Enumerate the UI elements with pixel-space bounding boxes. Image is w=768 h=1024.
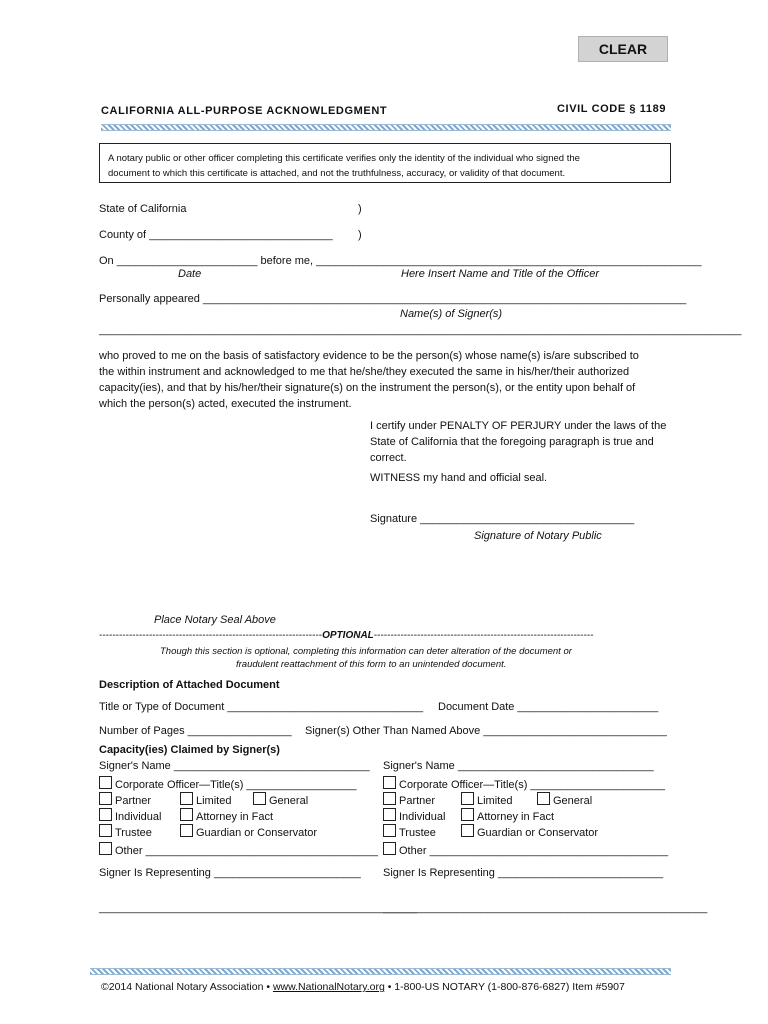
guardian-right-label: Guardian or Conservator bbox=[477, 827, 599, 839]
corporate-officer-left bbox=[99, 776, 357, 791]
partner-right-checkbox[interactable] bbox=[383, 792, 396, 805]
county-paren: ) bbox=[358, 229, 362, 241]
perjury-line-2: State of California that the foregoing paragraph is true and bbox=[370, 436, 654, 448]
individual-right-label: Individual bbox=[399, 811, 446, 823]
limited-left-label: Limited bbox=[196, 795, 232, 807]
bottom-right-line[interactable]: _____________________________________________________ bbox=[383, 902, 708, 914]
individual-right-row bbox=[383, 808, 445, 823]
trustee-right-checkbox[interactable] bbox=[383, 824, 396, 837]
guardian-left-label: Guardian or Conservator bbox=[196, 827, 318, 839]
proof-line-3: capacity(ies), and that by his/her/their signature(s) on the instrument the person(s), or the entity upon behalf of bbox=[99, 382, 636, 394]
limited-right-label: Limited bbox=[477, 795, 513, 807]
county-field[interactable]: County of ______________________________ bbox=[99, 229, 333, 241]
corporate-officer-right-checkbox[interactable] bbox=[383, 776, 396, 789]
trustee-right-label: Trustee bbox=[399, 827, 436, 839]
representing-left-field[interactable]: Signer Is Representing ________________________ bbox=[99, 867, 361, 879]
partner-right-label: Partner bbox=[399, 795, 436, 807]
other-left-checkbox[interactable] bbox=[99, 842, 112, 855]
guardian-left-row bbox=[180, 824, 317, 839]
document-date-field[interactable]: Document Date _______________________ bbox=[438, 701, 659, 713]
other-signers-field[interactable]: Signer(s) Other Than Named Above ______________________________ bbox=[305, 725, 667, 737]
date-officer-field[interactable]: On _______________________ before me, _______________________________________________________________ bbox=[99, 255, 702, 267]
attorney-left-checkbox[interactable] bbox=[180, 808, 193, 821]
other-right-row bbox=[383, 842, 668, 857]
individual-right-checkbox[interactable] bbox=[383, 808, 396, 821]
proof-line-4: which the person(s) acted, executed the instrument. bbox=[99, 398, 352, 410]
guardian-left-checkbox[interactable] bbox=[180, 824, 193, 837]
trustee-left-row bbox=[99, 824, 152, 839]
page-count-field[interactable]: Number of Pages _________________ bbox=[99, 725, 292, 737]
signer-name-line-2[interactable]: _________________________________________________________________________________________________________ bbox=[99, 324, 742, 336]
partner-left-row bbox=[99, 792, 151, 807]
other-right-label[interactable]: Other _______________________________________ bbox=[399, 845, 669, 857]
other-left-label[interactable]: Other ______________________________________ bbox=[115, 845, 379, 857]
individual-left-label: Individual bbox=[115, 811, 162, 823]
general-left-label: General bbox=[269, 795, 309, 807]
trustee-left-label: Trustee bbox=[115, 827, 152, 839]
signer-name-field[interactable]: Personally appeared _______________________________________________________________________________ bbox=[99, 293, 687, 305]
date-caption: Date bbox=[178, 268, 202, 280]
footer bbox=[101, 981, 625, 993]
decorative-rope-top bbox=[101, 124, 671, 131]
other-left-row bbox=[99, 842, 378, 857]
footer-website-link[interactable]: www.NationalNotary.org bbox=[272, 981, 385, 993]
bottom-left-line[interactable]: ____________________________________________________ bbox=[99, 902, 418, 914]
general-left-row bbox=[253, 792, 308, 807]
civil-code: CIVIL CODE § 1189 bbox=[557, 103, 667, 115]
proof-line-2: the within instrument and acknowledged to me that he/she/they executed the same in his/her/their authorized bbox=[99, 366, 630, 378]
general-left-checkbox[interactable] bbox=[253, 792, 266, 805]
officer-caption: Here Insert Name and Title of the Officer bbox=[401, 268, 599, 280]
state-label: State of California bbox=[99, 203, 187, 215]
guardian-right-checkbox[interactable] bbox=[461, 824, 474, 837]
limited-left-row bbox=[180, 792, 231, 807]
corporate-officer-right-label: Corporate Officer—Title(s) ______________________ bbox=[399, 779, 666, 791]
signers-caption: Name(s) of Signer(s) bbox=[400, 308, 503, 320]
notice-line-2: document to which this certificate is attached, and not the truthfulness, accuracy, or validity of that document. bbox=[108, 168, 566, 179]
decorative-rope-bottom bbox=[90, 968, 671, 975]
signer-name-left-field[interactable]: Signer's Name ________________________________ bbox=[99, 760, 370, 772]
notice-box bbox=[99, 143, 671, 183]
other-right-checkbox[interactable] bbox=[383, 842, 396, 855]
general-right-row bbox=[537, 792, 592, 807]
description-heading: Description of Attached Document bbox=[99, 679, 280, 691]
perjury-line-1: I certify under PENALTY OF PERJURY under the laws of the bbox=[370, 420, 667, 432]
optional-note-1: Though this section is optional, completing this information can deter alteration of the document or bbox=[160, 646, 572, 657]
attorney-left-label: Attorney in Fact bbox=[196, 811, 274, 823]
capacity-heading: Capacity(ies) Claimed by Signer(s) bbox=[99, 744, 280, 756]
optional-note-2: fraudulent reattachment of this form to an unintended document. bbox=[236, 659, 507, 670]
guardian-right-row bbox=[461, 824, 598, 839]
proof-paragraph bbox=[99, 348, 679, 412]
trustee-right-row bbox=[383, 824, 436, 839]
footer-contact: • 1-800-US NOTARY (1-800-876-6827) Item #5907 bbox=[384, 981, 625, 993]
optional-dashes-right: ------------------------------------------------------------------ bbox=[373, 630, 594, 641]
perjury-paragraph bbox=[370, 418, 680, 466]
partner-left-label: Partner bbox=[115, 795, 152, 807]
individual-left-row bbox=[99, 808, 161, 823]
proof-line-1: who proved to me on the basis of satisfactory evidence to be the person(s) whose name(s) is/are subscribed to bbox=[99, 350, 639, 362]
state-paren: ) bbox=[358, 203, 362, 215]
individual-left-checkbox[interactable] bbox=[99, 808, 112, 821]
corporate-officer-right bbox=[383, 776, 665, 791]
partner-left-checkbox[interactable] bbox=[99, 792, 112, 805]
notary-signature-field[interactable]: Signature ___________________________________ bbox=[370, 513, 635, 525]
corporate-officer-left-label: Corporate Officer—Title(s) __________________ bbox=[115, 779, 357, 791]
footer-copyright: ©2014 National Notary Association • bbox=[101, 981, 273, 993]
witness-text: WITNESS my hand and official seal. bbox=[370, 472, 548, 484]
limited-right-row bbox=[461, 792, 512, 807]
attorney-right-row bbox=[461, 808, 554, 823]
attorney-right-checkbox[interactable] bbox=[461, 808, 474, 821]
form-title: CALIFORNIA ALL-PURPOSE ACKNOWLEDGMENT bbox=[101, 105, 388, 117]
limited-right-checkbox[interactable] bbox=[461, 792, 474, 805]
seal-caption: Place Notary Seal Above bbox=[154, 614, 276, 626]
optional-dashes-left: ------------------------------------------------------------------- bbox=[99, 630, 323, 641]
perjury-line-3: correct. bbox=[370, 452, 407, 464]
general-right-label: General bbox=[553, 795, 593, 807]
attorney-right-label: Attorney in Fact bbox=[477, 811, 555, 823]
optional-divider bbox=[99, 630, 671, 641]
clear-button[interactable]: CLEAR bbox=[578, 36, 668, 62]
representing-right-field[interactable]: Signer Is Representing ___________________________ bbox=[383, 867, 664, 879]
notice-line-1: A notary public or other officer completing this certificate verifies only the identity of the individual who signed the bbox=[108, 153, 580, 164]
document-title-field[interactable]: Title or Type of Document ________________________________ bbox=[99, 701, 424, 713]
corporate-officer-left-checkbox[interactable] bbox=[99, 776, 112, 789]
trustee-left-checkbox[interactable] bbox=[99, 824, 112, 837]
signature-caption: Signature of Notary Public bbox=[474, 530, 602, 542]
attorney-left-row bbox=[180, 808, 273, 823]
general-right-checkbox[interactable] bbox=[537, 792, 550, 805]
limited-left-checkbox[interactable] bbox=[180, 792, 193, 805]
signer-name-right-field[interactable]: Signer's Name ________________________________ bbox=[383, 760, 654, 772]
partner-right-row bbox=[383, 792, 435, 807]
optional-label: OPTIONAL bbox=[322, 630, 374, 641]
